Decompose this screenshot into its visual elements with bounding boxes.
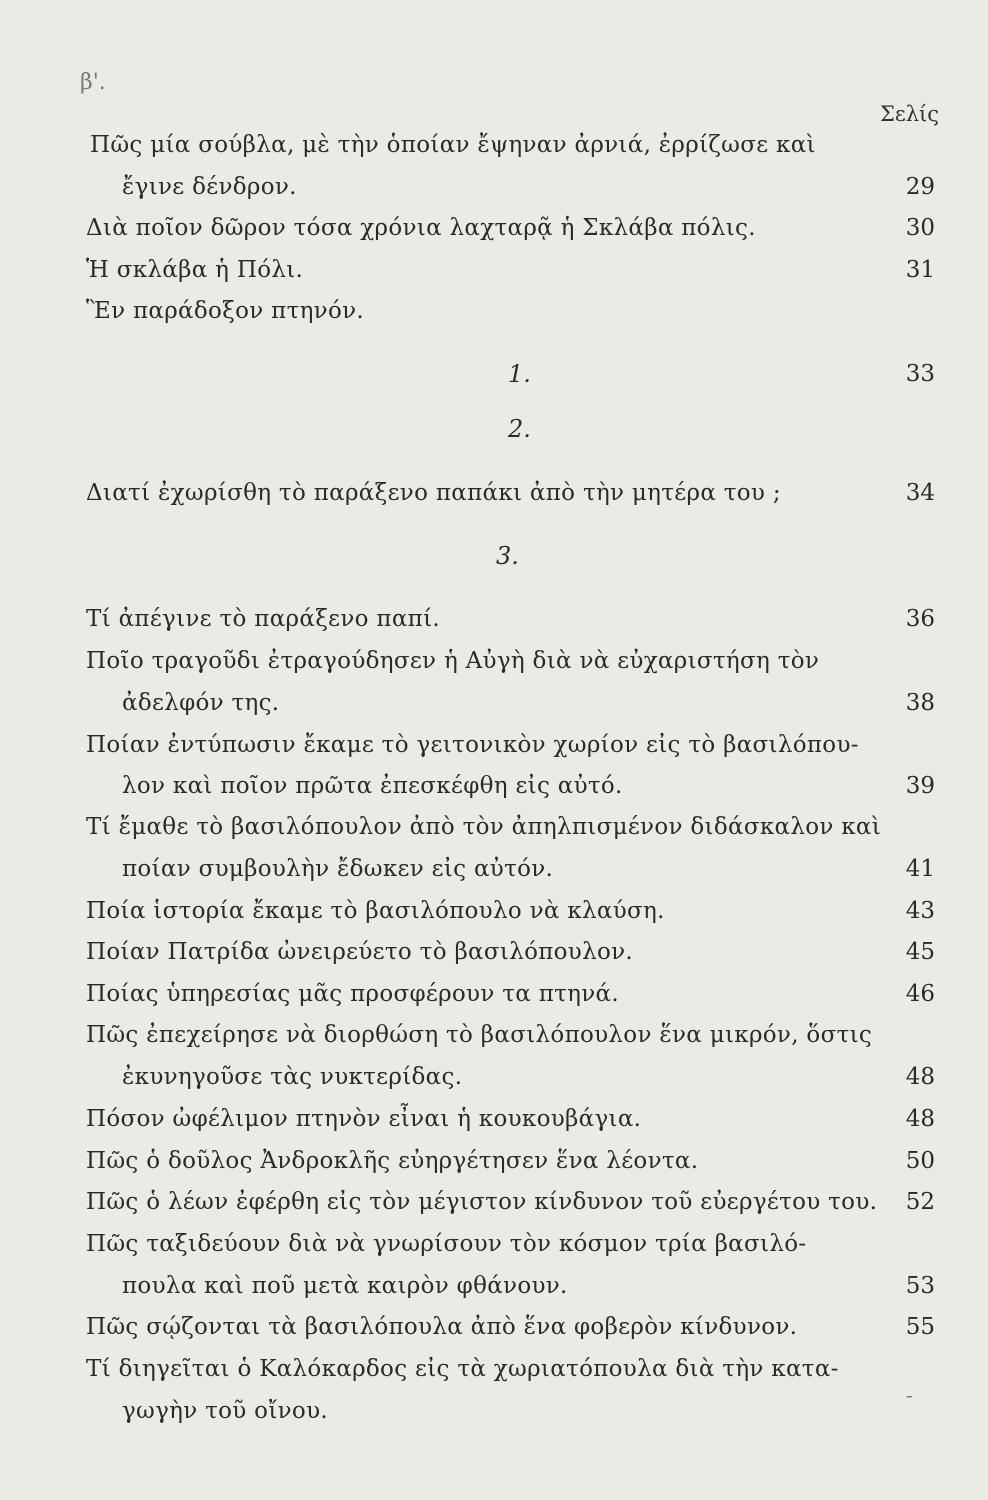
toc-entry-title: Ἡ σκλάβα ἡ Πόλι. bbox=[86, 257, 304, 283]
toc-page-number: 41 bbox=[905, 856, 935, 882]
toc-entry-title: Ποίαν ἐντύπωσιν ἔκαμε τὸ γειτονικὸν χωρίον εἰς τὸ βασιλόπου- bbox=[86, 732, 859, 758]
page-marker: β'. bbox=[80, 70, 106, 95]
toc-entry-title: Πῶς ἐπεχείρησε νὰ διορθώση τὸ βασιλόπουλον ἕνα μικρόν, ὅστις bbox=[86, 1022, 873, 1048]
toc-entry-title: Διατί ἐχωρίσθη τὸ παράξενο παπάκι ἀπὸ τὴν μητέρα του ; bbox=[86, 480, 781, 506]
toc-page-number: 39 bbox=[905, 773, 935, 799]
toc-entry-title: Πῶς μία σούβλα, μὲ τὴν ὁποίαν ἔψηναν ἀρνιά, ἐρρίζωσε καὶ bbox=[90, 132, 816, 158]
toc-entry-title: Ποῖο τραγοῦδι ἐτραγούδησεν ἡ Αὐγὴ διὰ νὰ εὐχαριστήση τὸν bbox=[86, 648, 820, 674]
toc-page-number: 31 bbox=[905, 257, 935, 283]
toc-entry-title: Πόσον ὠφέλιμον πτηνὸν εἶναι ἡ κουκουβάγια. bbox=[86, 1106, 642, 1132]
section-number: 3. bbox=[496, 542, 519, 570]
toc-page-number: 36 bbox=[905, 606, 935, 632]
toc-page-number: 29 bbox=[905, 174, 935, 200]
toc-entry-title-continued: λον καὶ ποῖον πρῶτα ἐπεσκέφθη εἰς αὐτό. bbox=[122, 773, 623, 799]
toc-page-number: 45 bbox=[905, 939, 935, 965]
toc-entry-title: Ποίαν Πατρίδα ὠνειρεύετο τὸ βασιλόπουλον. bbox=[86, 939, 633, 965]
toc-entry-title: Ἓν παράδοξον πτηνόν. bbox=[86, 298, 365, 324]
page-column-header: Σελίς bbox=[880, 102, 940, 126]
toc-page-number: 55 bbox=[905, 1314, 935, 1340]
toc-entry-title-continued: πουλα καὶ ποῦ μετὰ καιρὸν φθάνουν. bbox=[122, 1273, 568, 1299]
toc-page-number: 33 bbox=[905, 361, 935, 387]
toc-entry-title: Τί διηγεῖται ὁ Καλόκαρδος εἰς τὰ χωριατόπουλα διὰ τὴν κατα- bbox=[86, 1356, 839, 1382]
toc-entry-title-continued: ἐκυνηγοῦσε τὰς νυκτερίδας. bbox=[122, 1064, 463, 1090]
toc-entry-title-continued: γωγὴν τοῦ οἴνου. bbox=[122, 1398, 328, 1424]
toc-page-number: 46 bbox=[905, 981, 935, 1007]
toc-page-number: 52 bbox=[905, 1189, 935, 1215]
toc-page-number: 48 bbox=[905, 1064, 935, 1090]
toc-page-number: 38 bbox=[905, 690, 935, 716]
toc-entry-title: Πῶς ταξιδεύουν διὰ νὰ γνωρίσουν τὸν κόσμον τρία βασιλό- bbox=[86, 1231, 807, 1257]
toc-entry-title: Πῶς σῴζονται τὰ βασιλόπουλα ἀπὸ ἕνα φοβερὸν κίνδυνον. bbox=[86, 1314, 798, 1340]
toc-entry-title-continued: ἀδελφόν της. bbox=[122, 690, 280, 716]
section-number: 1. bbox=[508, 360, 531, 388]
toc-page-number: - bbox=[906, 1383, 913, 1407]
toc-entry-title: Διὰ ποῖον δῶρον τόσα χρόνια λαχταρᾷ ἡ Σκλάβα πόλις. bbox=[86, 215, 756, 241]
toc-page-number: 30 bbox=[905, 215, 935, 241]
toc-entry-title: Τί ἀπέγινε τὸ παράξενο παπί. bbox=[86, 606, 441, 632]
toc-entry-title-continued: ἔγινε δένδρον. bbox=[122, 174, 297, 200]
toc-page-number: 53 bbox=[905, 1273, 935, 1299]
toc-entry-title: Ποία ἱστορία ἔκαμε τὸ βασιλόπουλο νὰ κλαύση. bbox=[86, 898, 665, 924]
section-number: 2. bbox=[508, 415, 531, 443]
toc-entry-title: Πῶς ὁ δοῦλος Ἀνδροκλῆς εὐηργέτησεν ἕνα λέοντα. bbox=[86, 1148, 699, 1174]
toc-entry-title: Τί ἔμαθε τὸ βασιλόπουλον ἀπὸ τὸν ἀπηλπισμένον διδάσκαλον καὶ bbox=[86, 814, 882, 840]
toc-page-number: 50 bbox=[905, 1148, 935, 1174]
toc-page-number: 43 bbox=[905, 898, 935, 924]
toc-entry-title: Πῶς ὁ λέων ἐφέρθη εἰς τὸν μέγιστον κίνδυνον τοῦ εὐεργέτου του. bbox=[86, 1189, 878, 1215]
toc-entry-title-continued: ποίαν συμβουλὴν ἔδωκεν εἰς αὐτόν. bbox=[122, 856, 554, 882]
toc-page-number: 34 bbox=[905, 480, 935, 506]
toc-entry-title: Ποίας ὑπηρεσίας μᾶς προσφέρουν τα πτηνά. bbox=[86, 981, 619, 1007]
toc-page-number: 48 bbox=[905, 1106, 935, 1132]
